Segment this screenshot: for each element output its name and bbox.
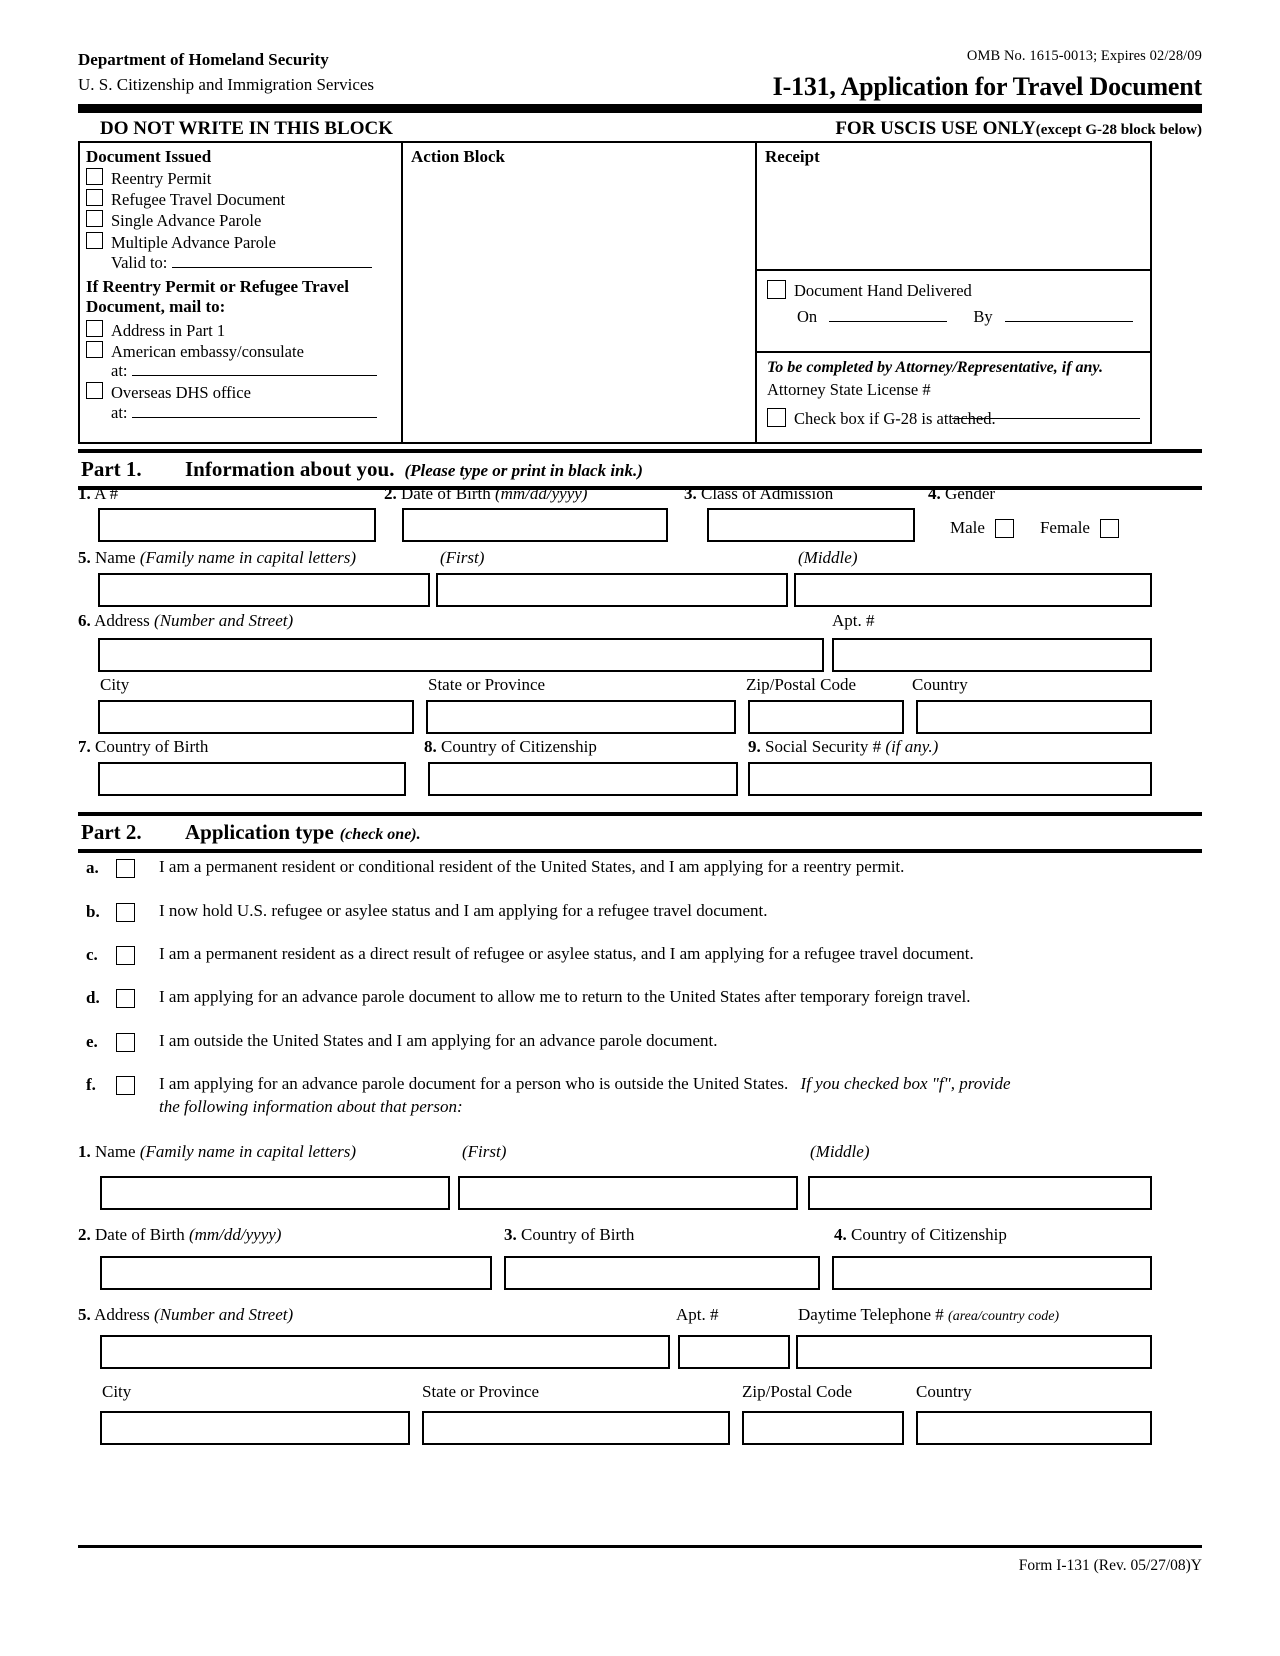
address-street-input[interactable]: [98, 638, 824, 672]
mail-to-title-line1: If Reentry Permit or Refugee Travel: [86, 277, 349, 297]
footer-divider: [78, 1545, 1202, 1548]
checkbox-row-american-embassy-consulate[interactable]: [86, 341, 395, 361]
part1-bottom-rule: [78, 486, 1202, 490]
do-not-write-label: DO NOT WRITE IN THIS BLOCK: [100, 118, 394, 139]
field-number: 1.: [78, 1142, 91, 1161]
field-label: A #: [94, 484, 119, 503]
family-name-input[interactable]: [98, 573, 430, 607]
omb-number: OMB No. 1615-0013; Expires 02/28/09: [966, 48, 1202, 64]
field-label: Date of Birth: [95, 1225, 189, 1244]
option-f-hint-line1: If you checked box "f", provide: [800, 1074, 1011, 1093]
at-label: at:: [111, 402, 128, 422]
field-label-person-dob: [78, 1225, 281, 1245]
embassy-at-row: [86, 361, 395, 381]
field-number: 3.: [504, 1225, 517, 1244]
checkbox-label: Single Advance Parole: [111, 211, 262, 231]
field-number: 2.: [78, 1225, 91, 1244]
at-label: at:: [111, 361, 128, 381]
part1-title: Information about you.: [185, 457, 395, 481]
person-state-input[interactable]: [422, 1411, 730, 1445]
country-input[interactable]: [916, 700, 1152, 734]
valid-to-input[interactable]: [172, 254, 372, 268]
checkbox-icon[interactable]: [86, 168, 103, 185]
field-label-zip: Zip/Postal Code: [746, 675, 857, 694]
document-issued-column: [80, 143, 403, 442]
field-label-person-country-of-birth: [504, 1225, 634, 1245]
person-address-street-input[interactable]: [100, 1335, 670, 1369]
field-label: Gender: [945, 484, 996, 503]
country-of-birth-input[interactable]: [98, 762, 406, 796]
field-label-name: [78, 548, 356, 568]
field-label-person-zip: Zip/Postal Code: [742, 1382, 853, 1401]
country-of-citizenship-input[interactable]: [428, 762, 738, 796]
option-label: I am a permanent resident as a direct result of refugee or asylee status, and I am applying for a refugee travel document.: [159, 944, 974, 963]
field-label-hint: (if any.): [885, 737, 939, 756]
field-label: Country of Birth: [95, 737, 209, 756]
apt-number-input[interactable]: [832, 638, 1152, 672]
page-title: I-131, Application for Travel Document: [772, 72, 1202, 101]
option-label: I am a permanent resident or conditional resident of the United States, and I am applying for a reentry permit.: [159, 857, 905, 876]
option-letter: b.: [86, 902, 100, 921]
field-label: Country of Citizenship: [441, 737, 597, 756]
mail-to-title-line2: Document, mail to:: [86, 296, 226, 316]
field-label-person-state: State or Province: [422, 1382, 540, 1401]
overseas-at-row: [86, 403, 395, 423]
checkbox-icon[interactable]: [86, 382, 103, 399]
field-label-middle-name: (Middle): [798, 548, 858, 567]
field-label-person-city: City: [102, 1382, 132, 1401]
field-label-person-country-of-citizenship: [834, 1225, 1007, 1245]
person-city-input[interactable]: [100, 1411, 410, 1445]
field-label: Name: [95, 1142, 140, 1161]
on-date-input[interactable]: [829, 308, 947, 322]
uscis-use-only-label: [835, 118, 1202, 140]
attorney-license-input[interactable]: [952, 405, 1140, 419]
middle-name-input[interactable]: [794, 573, 1152, 607]
checkbox-icon[interactable]: [116, 1076, 135, 1095]
part1-number: Part 1.: [81, 457, 142, 481]
form-revision: Form I-131 (Rev. 05/27/08)Y: [1018, 1557, 1202, 1574]
field-label-person-middle-name: (Middle): [810, 1142, 870, 1161]
checkbox-icon[interactable]: [116, 946, 135, 965]
option-letter: f.: [86, 1075, 96, 1094]
field-label-person-name: [78, 1142, 356, 1162]
agency-name: Department of Homeland Security: [78, 50, 329, 69]
document-issued-title: Document Issued: [86, 147, 212, 166]
field-label-date-of-birth: [384, 484, 587, 504]
field-number: 5.: [78, 1305, 91, 1324]
valid-to-label: Valid to:: [111, 253, 168, 273]
field-number: 4.: [928, 484, 941, 503]
application-type-option-b[interactable]: [86, 900, 1202, 923]
part2-number: Part 2.: [81, 820, 142, 844]
field-label: Date of Birth: [401, 484, 495, 503]
application-type-option-f[interactable]: [86, 1073, 1204, 1119]
option-label: I now hold U.S. refugee or asylee status and I am applying for a refugee travel document.: [159, 901, 768, 920]
attorney-license-label: Attorney State License #: [767, 380, 931, 399]
attorney-note: To be completed by Attorney/Representative, if any.: [767, 359, 1103, 376]
social-security-input[interactable]: [748, 762, 1152, 796]
field-label: Name: [95, 548, 140, 567]
field-number: 4.: [834, 1225, 847, 1244]
person-zip-input[interactable]: [742, 1411, 904, 1445]
date-of-birth-input[interactable]: [402, 508, 668, 542]
action-block-title: Action Block: [411, 147, 505, 166]
field-label-class-of-admission: [684, 484, 833, 504]
agency-identification: [78, 48, 374, 97]
female-label: Female: [1039, 518, 1090, 537]
receipt-section: [757, 143, 1150, 271]
checkbox-icon[interactable]: [86, 189, 103, 206]
field-label-person-country: Country: [916, 1382, 972, 1401]
person-date-of-birth-input[interactable]: [100, 1256, 492, 1290]
uscis-use-banner: [78, 118, 1202, 140]
part2-header: [78, 812, 1202, 853]
checkbox-label: Reentry Permit: [111, 168, 212, 188]
checkbox-label: Overseas DHS office: [111, 383, 251, 403]
checkbox-row-document-hand-delivered[interactable]: [767, 280, 1142, 300]
application-type-option-c[interactable]: [86, 943, 1202, 966]
field-label-hint: (Number and Street): [154, 1305, 294, 1324]
field-label-person-apt: Apt. #: [676, 1305, 719, 1324]
field-label-city: City: [100, 675, 130, 694]
checkbox-icon[interactable]: [86, 232, 103, 249]
field-label: Class of Admission: [701, 484, 834, 503]
uscis-use-only-exception: (except G-28 block below): [1035, 122, 1202, 138]
part1-header: [78, 449, 1202, 490]
valid-to-row: [86, 253, 395, 273]
uscis-use-block: [78, 141, 1152, 444]
form-identification: [773, 48, 1202, 102]
option-letter: d.: [86, 988, 100, 1007]
uscis-use-only-text: FOR USCIS USE ONLY: [835, 118, 1036, 139]
part2-bottom-rule: [78, 849, 1202, 853]
checkbox-label: American embassy/consulate: [111, 341, 304, 361]
field-number: 9.: [748, 737, 761, 756]
male-label: Male: [950, 518, 985, 537]
checkbox-label: Address in Part 1: [111, 320, 226, 340]
field-label-person-phone: [798, 1305, 1059, 1325]
hand-delivered-section: [757, 271, 1150, 353]
field-label-hint: (Family name in capital letters): [139, 548, 357, 567]
agency-subunit: U. S. Citizenship and Immigration Services: [78, 74, 375, 94]
gender-options: [950, 518, 1119, 538]
option-label: I am outside the United States and I am applying for an advance parole document.: [159, 1031, 718, 1050]
person-middle-name-input[interactable]: [808, 1176, 1152, 1210]
overseas-at-input[interactable]: [132, 404, 377, 418]
application-type-option-d[interactable]: [86, 986, 1202, 1009]
field-label-person-address: [78, 1305, 293, 1325]
field-label-social-security: [748, 737, 938, 757]
hand-delivered-details: [767, 307, 1142, 327]
a-number-input[interactable]: [98, 508, 376, 542]
city-input[interactable]: [98, 700, 414, 734]
action-block-area[interactable]: [403, 171, 755, 442]
checkbox-row-overseas-dhs-office[interactable]: [86, 382, 395, 402]
checkbox-icon[interactable]: [86, 320, 103, 337]
checkbox-icon[interactable]: [767, 280, 786, 299]
field-label-hint: (mm/dd/yyyy): [494, 484, 588, 503]
field-number: 3.: [684, 484, 697, 503]
state-input[interactable]: [426, 700, 736, 734]
checkbox-icon[interactable]: [116, 989, 135, 1008]
checkbox-icon[interactable]: [767, 408, 786, 427]
person-country-of-citizenship-input[interactable]: [832, 1256, 1152, 1290]
checkbox-label: Refugee Travel Document: [111, 190, 286, 210]
field-label: Social Security #: [765, 737, 886, 756]
field-label: Address: [94, 611, 155, 630]
first-name-input[interactable]: [436, 573, 788, 607]
option-letter: c.: [86, 945, 98, 964]
field-label-state: State or Province: [428, 675, 546, 694]
part2-note: (check one).: [339, 826, 421, 843]
page-header: [78, 48, 1202, 102]
field-label-apt: Apt. #: [832, 611, 875, 630]
option-label: I am applying for an advance parole document for a person who is outside the United States.: [159, 1074, 789, 1093]
field-label-gender: [928, 484, 995, 504]
checkbox-row-multiple-advance-parole[interactable]: [86, 232, 395, 252]
option-label: I am applying for an advance parole document to allow me to return to the United States after temporary foreign travel.: [159, 987, 971, 1006]
checkbox-icon[interactable]: [116, 903, 135, 922]
person-country-input[interactable]: [916, 1411, 1152, 1445]
checkbox-row-refugee-travel-document[interactable]: [86, 189, 395, 209]
person-phone-input[interactable]: [796, 1335, 1152, 1369]
checkbox-row-reentry-permit[interactable]: [86, 168, 395, 188]
by-name-input[interactable]: [1005, 308, 1133, 322]
field-number: 5.: [78, 548, 91, 567]
by-label: By: [973, 307, 993, 327]
header-divider: [78, 104, 1202, 113]
field-number: 7.: [78, 737, 91, 756]
checkbox-icon[interactable]: [86, 341, 103, 358]
attorney-license-row: [767, 380, 1142, 400]
action-block-column: [403, 143, 757, 442]
field-label-country-of-citizenship: [424, 737, 597, 757]
field-label-hint: (area/country code): [948, 1309, 1060, 1324]
option-letter: e.: [86, 1032, 98, 1051]
checkbox-label: Multiple Advance Parole: [111, 232, 276, 252]
person-first-name-input[interactable]: [458, 1176, 798, 1210]
field-label: Country of Birth: [521, 1225, 635, 1244]
field-label-hint: (Number and Street): [154, 611, 294, 630]
attorney-section: [757, 353, 1150, 442]
on-label: On: [797, 307, 818, 327]
field-label: Daytime Telephone #: [798, 1305, 949, 1324]
part1-note: (Please type or print in black ink.): [404, 461, 643, 480]
checkbox-label: Document Hand Delivered: [794, 281, 972, 300]
receipt-area[interactable]: [757, 171, 1150, 269]
field-label-first-name: (First): [440, 548, 485, 567]
field-number: 6.: [78, 611, 91, 630]
person-country-of-birth-input[interactable]: [504, 1256, 820, 1290]
person-family-name-input[interactable]: [100, 1176, 450, 1210]
zip-input[interactable]: [748, 700, 904, 734]
field-label-person-first-name: (First): [462, 1142, 507, 1161]
option-label-wrapper: [159, 1073, 1011, 1119]
field-number: 8.: [424, 737, 437, 756]
field-label-a-number: [78, 484, 118, 504]
field-label-country-of-birth: [78, 737, 208, 757]
checkbox-row-single-advance-parole[interactable]: [86, 210, 395, 230]
field-number: 1.: [78, 484, 91, 503]
checkbox-label: Check box if G-28 is attached.: [794, 409, 996, 428]
receipt-column: [757, 143, 1150, 442]
field-number: 2.: [384, 484, 397, 503]
part2-title: Application type: [185, 820, 334, 844]
checkbox-icon[interactable]: [116, 1033, 135, 1052]
female-checkbox-icon[interactable]: [1100, 519, 1119, 538]
receipt-title: Receipt: [765, 147, 820, 166]
field-label: Address: [94, 1305, 155, 1324]
field-label: Country of Citizenship: [851, 1225, 1007, 1244]
field-label-hint: (Family name in capital letters): [139, 1142, 357, 1161]
class-of-admission-input[interactable]: [707, 508, 915, 542]
field-label-hint: (mm/dd/yyyy): [188, 1225, 282, 1244]
field-label-address: [78, 611, 293, 631]
checkbox-row-address-in-part-1[interactable]: [86, 320, 395, 340]
option-letter: a.: [86, 858, 99, 877]
checkbox-icon[interactable]: [116, 859, 135, 878]
checkbox-icon[interactable]: [86, 210, 103, 227]
male-checkbox-icon[interactable]: [995, 519, 1014, 538]
application-type-option-e[interactable]: [86, 1030, 1202, 1053]
embassy-at-input[interactable]: [132, 362, 377, 376]
application-type-option-a[interactable]: [86, 856, 1202, 879]
option-f-hint-line2: the following information about that person:: [159, 1096, 463, 1116]
person-apt-number-input[interactable]: [678, 1335, 790, 1369]
field-label-country: Country: [912, 675, 968, 694]
